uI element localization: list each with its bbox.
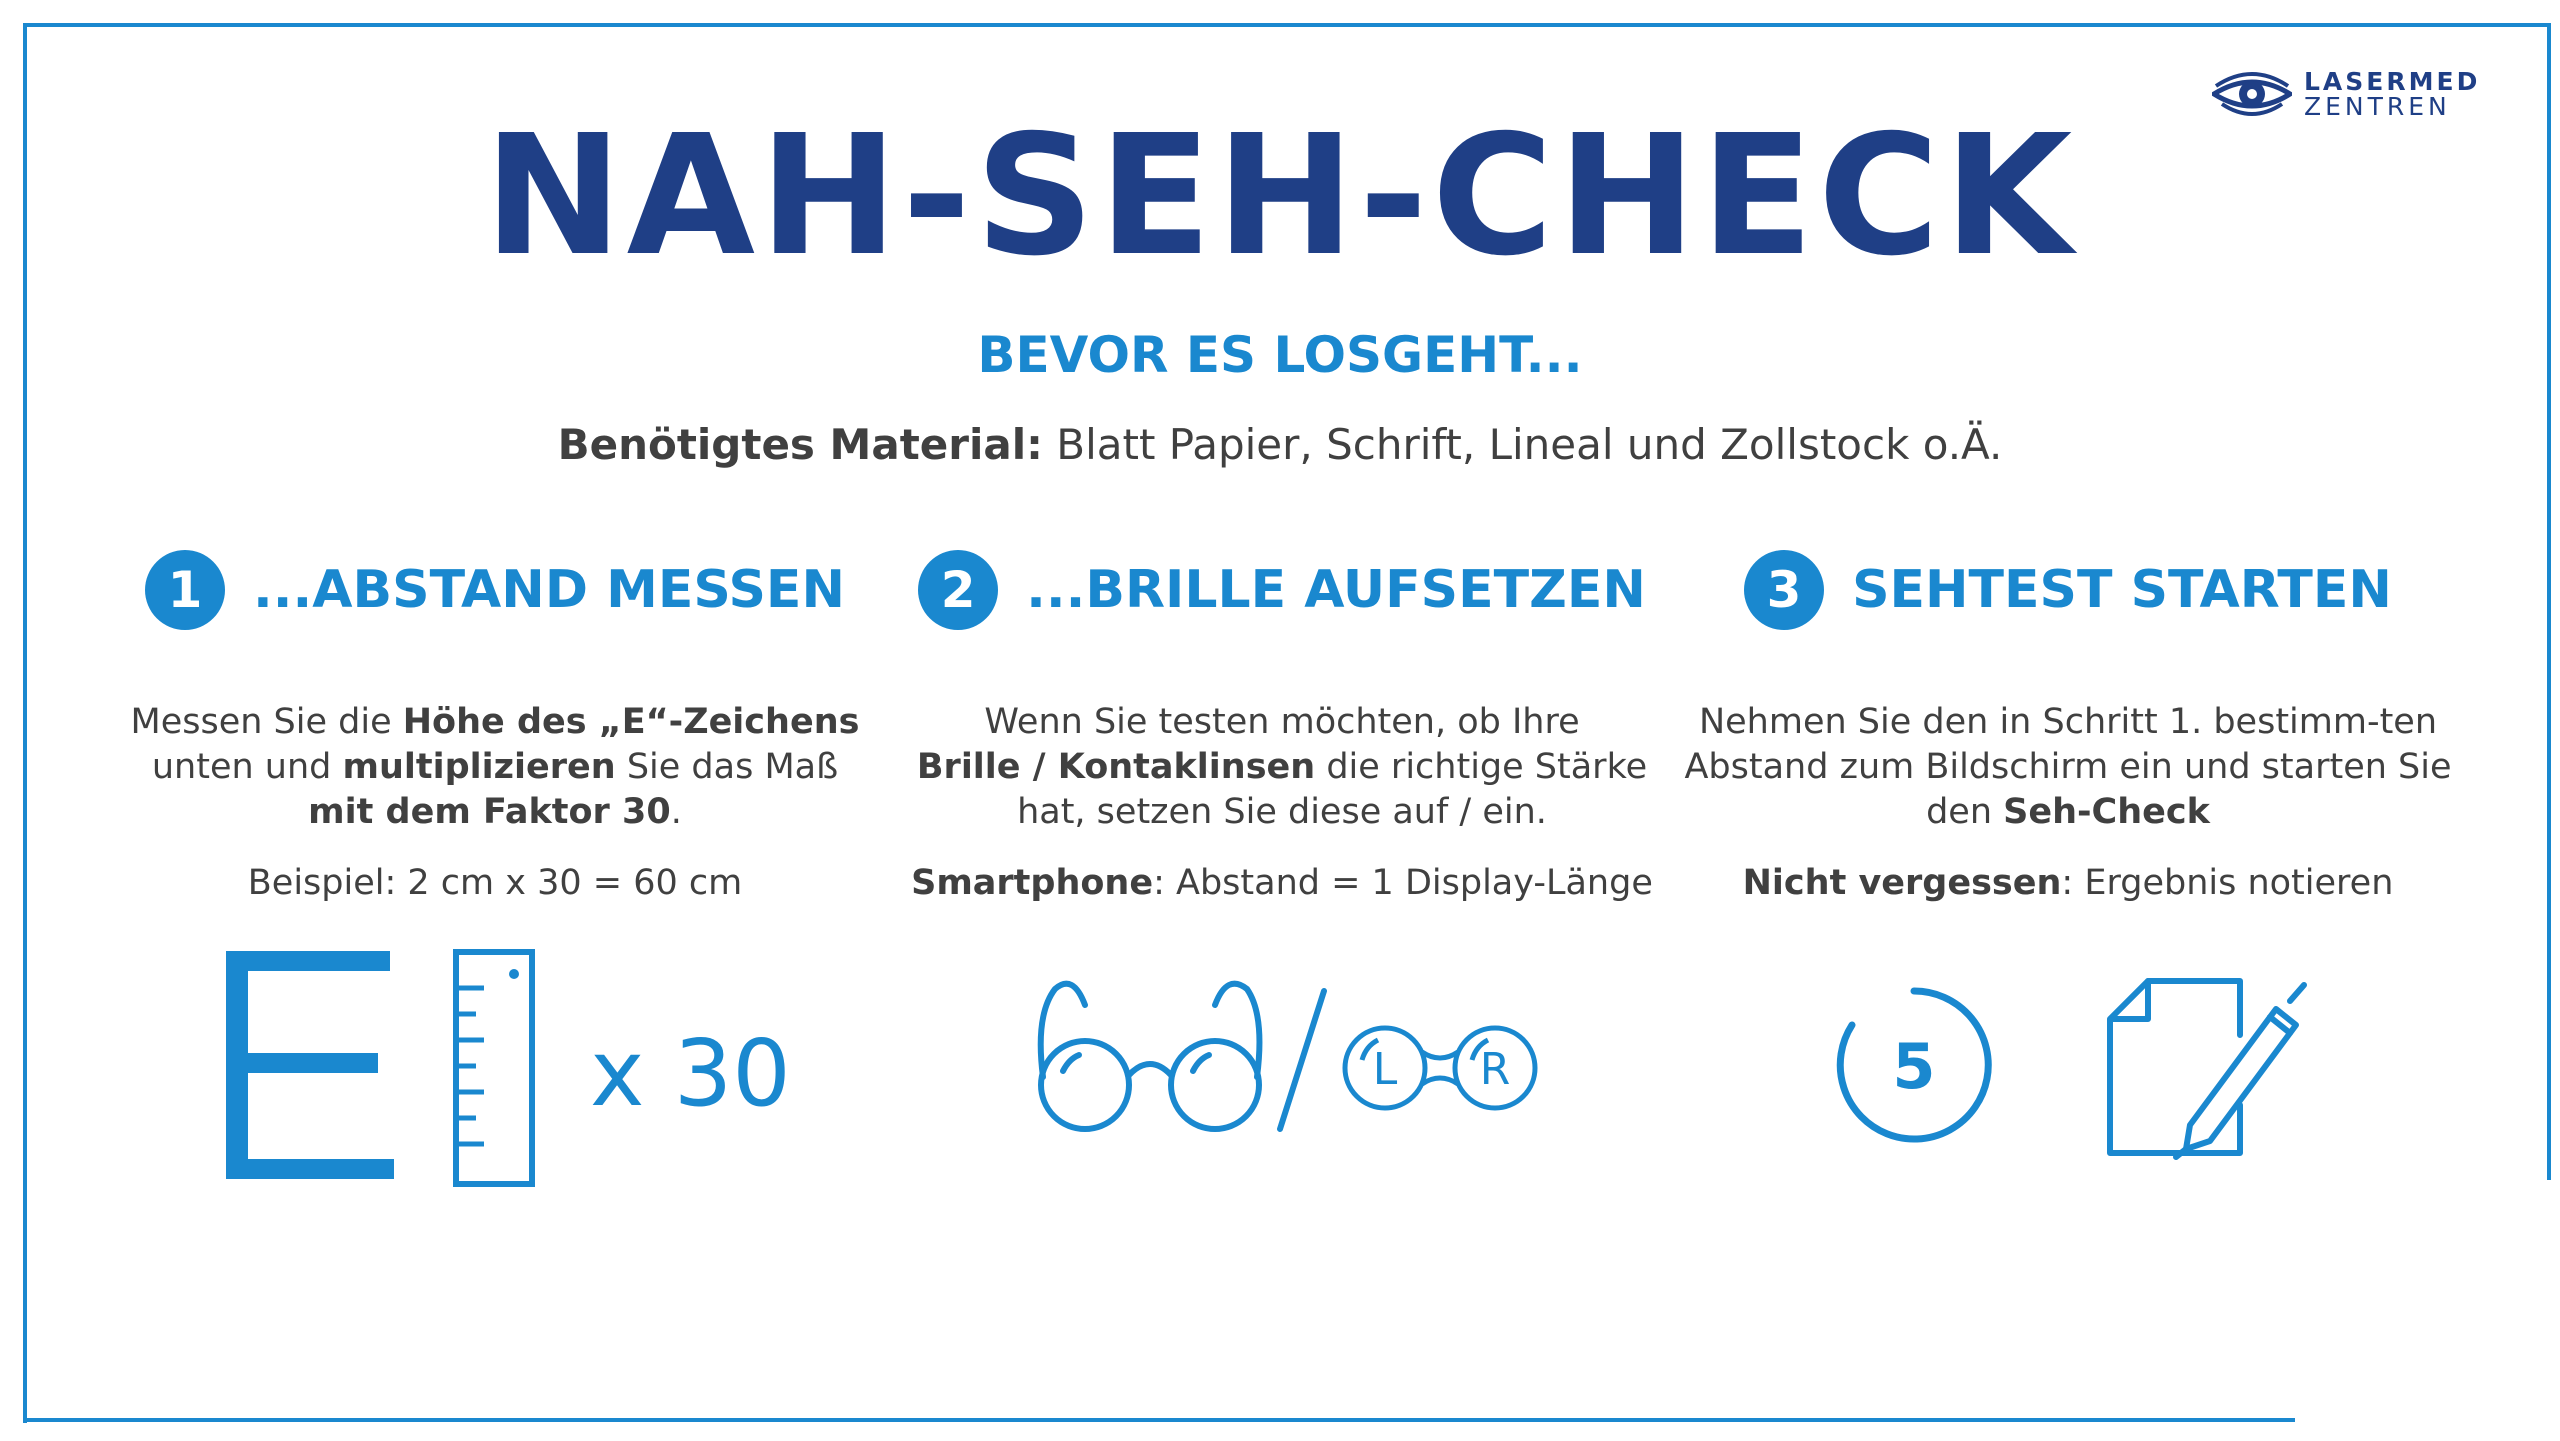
slash-divider-icon: [1272, 985, 1332, 1135]
step-1-header: [95, 545, 895, 635]
material-line: [0, 420, 2560, 469]
step-1-text: Messen Sie die: [130, 702, 403, 742]
step-1-number-badge: 1: [145, 550, 225, 630]
step-1-title: ...ABSTAND MESSEN: [253, 560, 845, 620]
logo-line-1: LASERMED: [2304, 67, 2481, 96]
step-1-bold: Höhe des „E“-Zeichens: [402, 702, 860, 742]
step-3-header: [1668, 545, 2468, 635]
glasses-icon: [1025, 975, 1275, 1135]
step-3-description: [1668, 700, 2468, 835]
step-2-number-badge: 2: [918, 550, 998, 630]
step-3-column: [1668, 545, 2468, 906]
step-1-text: unten und: [151, 747, 343, 787]
timer-value: 5: [1892, 1030, 1936, 1103]
logo-line-2: ZENTREN: [2304, 92, 2451, 121]
page-subtitle: BEVOR ES LOSGEHT...: [977, 326, 1583, 384]
material-label: Benötigtes Material:: [557, 420, 1043, 469]
step-1-text: .: [670, 792, 682, 832]
step-3-title: SEHTEST STARTEN: [1852, 560, 2392, 620]
step-3-note-bold: Nicht vergessen: [1742, 863, 2062, 903]
step-3-note-text: : Ergebnis notieren: [2061, 863, 2394, 903]
step-1-text: Sie das Maß: [615, 747, 839, 787]
step-2-smartphone-note: [882, 861, 1682, 906]
frame-top-line: [23, 23, 2551, 27]
ruler-icon: [452, 948, 536, 1188]
step-2-note-bold: Smartphone: [911, 863, 1154, 903]
step-1-column: [95, 545, 895, 906]
letter-e-icon: [218, 945, 398, 1185]
step-1-bold: mit dem Faktor 30: [308, 792, 671, 832]
lens-left-label: L: [1372, 1044, 1398, 1095]
step-2-description: [882, 700, 1682, 835]
step-3-number-badge: 3: [1744, 550, 1824, 630]
notepad-pen-icon: [2100, 975, 2310, 1160]
step-3-reminder-note: [1668, 861, 2468, 906]
step-3-text: Nehmen Sie den in Schritt 1. bestimm-ten Abstand zum Bildschirm ein und starten Sie den: [1684, 702, 2452, 832]
step-2-text: Wenn Sie testen möchten, ob Ihre: [984, 702, 1580, 742]
contact-lens-case-icon: [1340, 1020, 1540, 1115]
material-text: Blatt Papier, Schrift, Lineal und Zollstock o.Ä.: [1042, 420, 2003, 469]
step-2-bold: Brille / Kontaklinsen: [916, 747, 1316, 787]
step-3-bold: Seh-Check: [2003, 792, 2210, 832]
step-2-header: [882, 545, 1682, 635]
step-2-title: ...BRILLE AUFSETZEN: [1026, 560, 1646, 620]
multiplier-label: x 30: [590, 1020, 791, 1127]
step-2-column: [882, 545, 1682, 906]
step-1-bold: multiplizieren: [342, 747, 616, 787]
step-2-text: die richtige Stärke hat, setzen Sie diese auf / ein.: [1017, 747, 1648, 832]
step-1-description: [95, 700, 895, 835]
lens-right-label: R: [1479, 1044, 1511, 1095]
step-1-example: Beispiel: 2 cm x 30 = 60 cm: [247, 863, 743, 903]
frame-bottom-line: [23, 1418, 2295, 1422]
step-2-note-text: : Abstand = 1 Display-Länge: [1153, 863, 1653, 903]
page-title: NAH-SEH-CHECK: [483, 100, 2077, 293]
